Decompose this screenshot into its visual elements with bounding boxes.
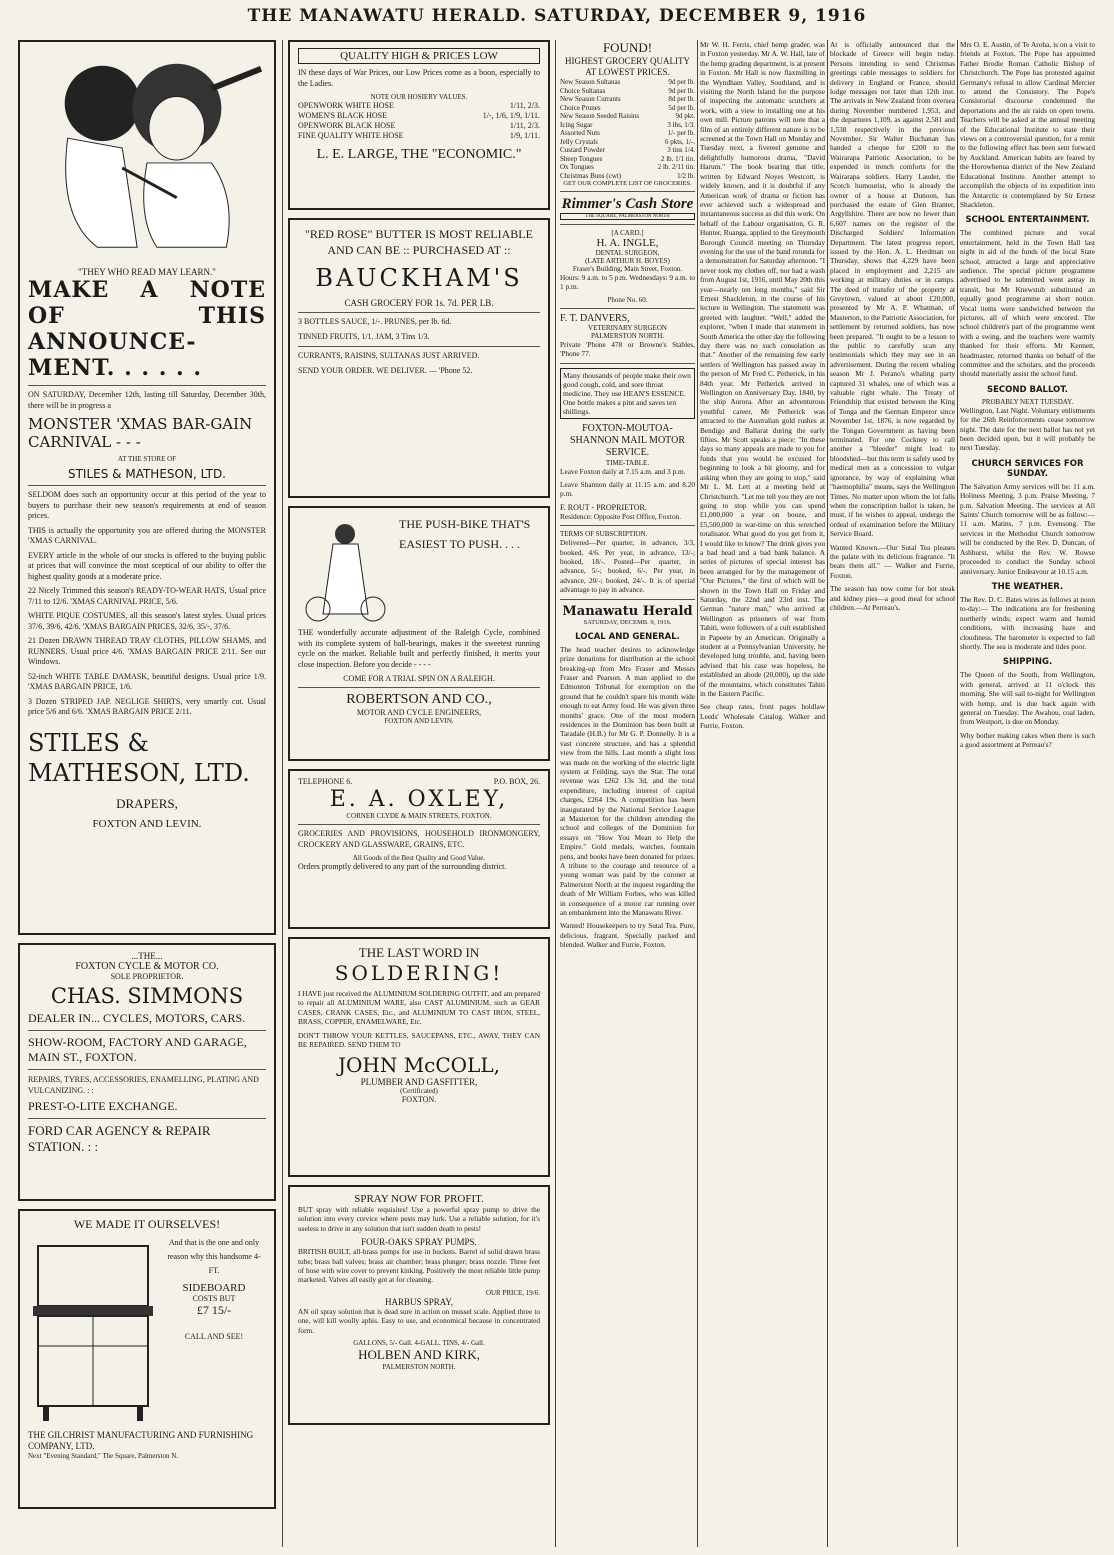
gilchrist-ad xyxy=(18,1209,276,1509)
body: GROCERIES AND PROVISIONS, HOUSEHOLD IRONMONGERY, CROCKERY AND GLASSWARE, GRAINS, ETC. xyxy=(298,829,540,849)
column-rule xyxy=(827,40,828,1547)
company: FOXTON CYCLE & MOTOR CO. xyxy=(75,961,219,972)
item: OPENWORK BLACK HOSE xyxy=(298,121,396,130)
holben-kirk-ad xyxy=(288,1185,550,1425)
price: 1/11, 2/3. xyxy=(509,101,540,110)
grocery-item: Icing Sugar xyxy=(560,120,593,129)
paragraph: THIS is actually the opportunity you are offered during the MONSTER 'XMAS CARNIVAL. xyxy=(28,525,266,545)
grocery-list xyxy=(560,78,695,180)
get-list: GET OUR COMPLETE LIST OF GROCERIES. xyxy=(563,180,692,187)
showroom: SHOW-ROOM, FACTORY AND GARAGE, MAIN ST., FOXTON. xyxy=(28,1035,247,1064)
grocery-item: New Season Currants xyxy=(560,95,621,103)
grocery-price: 1/- per lb. xyxy=(667,129,695,137)
telephone: TELEPHONE 6. xyxy=(298,777,353,786)
headline: THE LAST WORD IN xyxy=(358,945,480,960)
headline: THE PUSH-BIKE THAT'S EASIEST TO PUSH. . . . xyxy=(399,517,531,551)
column-1 xyxy=(18,40,276,1547)
body: THE wonderfully accurate adjustment of the Raleigh Cycle, combined with its complete system of ball-bearings, makes it the sweetest running cycle on the market. Reliable built and perfectly finished, it merits your close inspection. Before you decide - - - - xyxy=(298,628,540,669)
body: BUT spray with reliable requisites! Use a powerful spray pump to drive the solution into every crevice where pests may lurk. Use a reliable solution, for it's useless to drive in any solution that isn't sudden death to pests! xyxy=(298,1205,540,1233)
item: WOMEN'S BLACK HOSE xyxy=(298,111,387,120)
line: TINNED FRUITS, 1/1. JAM, 3 Tins 1/3. xyxy=(298,331,430,341)
grocery-price: 2 lb. 2/11 tin. xyxy=(657,163,695,171)
rimmer-logo: Rimmer's Cash Store xyxy=(561,196,694,212)
paragraph: SELDOM does such an opportunity occur at this period of the year to buyers to purchase their new season's requirements at end of season prices. xyxy=(28,490,266,520)
note: NOTE OUR HOSIERY VALUES. xyxy=(370,93,468,101)
ingle-late: (LATE ARTHUR H. BOYES) xyxy=(585,257,670,265)
headline: MAKE A NOTE OF THIS ANNOUNCE-MENT. . . . . . xyxy=(28,277,266,381)
church-heading: CHURCH SERVICES FOR SUNDAY. xyxy=(971,458,1084,479)
school-heading: SCHOOL ENTERTAINMENT. xyxy=(965,215,1090,226)
school-body: The combined picture and vocal entertainment, held in the Town Hall last night in aid of the funds of the local State school, attracted a large and appreciative audience. The special picture programme advertised to be submitted went astray in transit, but Mr Knewstub substituted an equally good programme at short notice. Vocal items were sandwiched between the pictures, all of which were encored. The school children's part of the programme went with a swing, and the teachers were warmly thanked for their efforts. Mr Kennett, headmaster, returned thanks on behalf of the committee and the scholars, and the proceeds should materially assist the school fund. xyxy=(960,228,1095,379)
timetable: TIME-TABLE. xyxy=(605,458,650,467)
quote: "THEY WHO READ MAY LEARN." xyxy=(78,267,216,277)
column-3 xyxy=(560,40,695,1547)
grocery-row xyxy=(560,146,695,155)
stiles-matheson-ad xyxy=(18,40,276,935)
body: IN these days of War Prices, our Low Prices come as a boon, especially to the Ladies. xyxy=(298,68,540,88)
sideboard-illustration xyxy=(28,1236,158,1426)
grocery-item: Choice Sultanas xyxy=(560,86,606,95)
sideboard: SIDEBOARD xyxy=(182,1282,246,1294)
foxton-cycle-ad xyxy=(18,943,276,1201)
grocery-item: Jelly Crystals xyxy=(560,137,598,146)
terms: Delivered—Per quarter, in advance, 3/3, booked, 4/6. Per year, in advance, 13/-; booked, 18/-. Posted—Per quarter, in advance, 5/-; booked, 6/-. Per year, in advance, 20/-; booked, 24/-. It is of special advantage to pay in advance. xyxy=(560,538,695,595)
news-body: At is officially announced that the blockade of Greece will begin today. Persons intending to send Christmas greetings cable messages to soldiers for delivery in England or France, should lodge messages not later than 12th inst. The arrivals in New Zealand from oversea during November numbered 1,953, and the departures 1,109, as against 2,581 and 1,538 respectively in the previous November. Sir Walter Buchanan has handed a cheque for £200 to the Wairarapa Patriotic Association, to be expended in trench comforts for the Wairarapa soldiers. Harry Lauder, the Scotch humourist, who is already the owner of a house at Dunoon, has purchased the estate of Glen Branter, Argyllshire. There are now no fewer than 6,607 names on the register of the Discharged Soldiers' Information Department. The latest progress report, issued by the Hon. A. L. Herdman on Thursday, shows that 4,229 have been placed in employment and 2,215 are working at military duties or in camps. The deed of transfer of the property at Greytown, valued at about £20,000, presented by Mr A. P. Whatman, of Masterton, to the Patriotic Association, for settlement by returned soldiers, has now been prepared. "It ought to be a lesson to the public to carefully scan any testimonials which they may see in an advertisement. During the recent whaling season Mr J. Perano's whaling party captured 31 whales, one of which was a valuable right whale. The Treaty of Friendship that existed between the King of Tonga and the German Emperor since November 1st, 1876, is now regarded by the Tongan Government as having been terminated. For one Cockney to call another a "bleeder" might lead to bloodshed—but this term is safely used by medical men as a concession to vulgar ignorance, by way of explaining what "haemophilia" means, says the Wellington Times. No matter upon whom the lot falls when the conscription ballot is taken, he must, if he wishes to appeal, undergo the ordeal of examination before the Military Service Board. xyxy=(830,40,955,539)
woman-with-bicycle-illustration xyxy=(298,514,393,624)
trade: MOTOR AND CYCLE ENGINEERS, xyxy=(356,708,482,717)
grocery-item: New Season Seeded Raisins xyxy=(560,112,640,120)
column-6 xyxy=(960,40,1095,1547)
name: E. A. OXLEY, xyxy=(329,787,509,812)
column-2 xyxy=(288,40,550,1547)
price: 1/-, 1/6, 1/9, 1/11. xyxy=(482,111,540,120)
proprietor-name: CHAS. SIMMONS xyxy=(50,984,244,1008)
prest-o-lite: PREST-O-LITE EXCHANGE. xyxy=(28,1099,178,1113)
grocery-row xyxy=(560,112,695,121)
danvers-place: PALMERSTON NORTH. xyxy=(590,331,665,340)
grocery-row xyxy=(560,78,695,87)
column-rule xyxy=(555,40,556,1547)
grocery-price: 3 lbs, 1/3. xyxy=(667,120,695,129)
trade: PLUMBER AND GASFITTER, xyxy=(360,1077,478,1088)
carnival: MONSTER 'XMAS BAR-GAIN CARNIVAL - - - xyxy=(28,415,253,451)
grocery-item: Sheep Tongues xyxy=(560,154,603,163)
column-4 xyxy=(700,40,825,1547)
line: SEND YOUR ORDER. WE DELIVER. — 'Phone 52. xyxy=(298,365,473,375)
local-body: The head teacher desires to acknowledge prize donations for distribution at the school breaking-up from Mrs Fraser and Messrs Fraser and Pearson. A man applied to the Edmonton Tribunal for exemption on the ground that he couldn't spare his month wide enough to eat Army food. He was given three months' grace. One of the most modern residences in the Dominion has been built at Taradale (H.B.) for Mr G. P. Donnelly. It is a vast concrete structure, and has a splendid view from the hills. Last month a slight loss was made on the working of the electric light system at Feilding, says the Star. The total revenue was £262 13s 3d, and the total expenditure, including interest of capital charges, £264 19s. A competition has been inaugurated by the National Service League at Masterton for the children attending the school and colleges of the Dominion for essays on "How You Mean to Help the Empire." Gold medals, watches, fountain pens, and books have been donated for prizes. A tribute to the courage and resource of a young woman was paid by the coroner at Palmerston North at the inquest regarding the death of Mr William Forbes, who was killed in consequence of a motor car running over an embankment into the Manawatu River. xyxy=(560,644,695,918)
grocery-row xyxy=(560,104,695,113)
grocery-row xyxy=(560,129,695,138)
at-store: AT THE STORE OF xyxy=(117,455,177,463)
sole-proprietor: SOLE PROPRIETOR. xyxy=(110,972,184,981)
church-body: The Salvation Army services will be: 11 a.m. Holiness Meeting, 3 p.m. Praise Meeting, 7 p.m. Salvation Meeting. The services at All Saints' Church tomorrow will be as follow:—11 a.m. Matins, 7 p.m. Evensong. The services in the Methodist Church tomorrow will be conducted by the Rev. D. Duncan, of Ashhurst, whilst the Rev. W. Rowse proceeded to conduct the Sunday school anniversary. Junior Endeavour at 10.15 a.m. xyxy=(960,481,1095,576)
price: 1/11, 2/3. xyxy=(509,121,540,130)
bottom-notice: Why bother making cakes when there is such a good assortment at Perreau's? xyxy=(960,730,1095,750)
quality: All Goods of the Best Quality and Good Value. xyxy=(352,854,486,862)
column-rule xyxy=(957,40,958,1547)
trial: COME FOR A TRIAL SPIN ON A RALEIGH. xyxy=(343,674,495,683)
wanted-known: Wanted Known.—Our Sutal Tea pleases the palate with its delicious fragrance. "It beats them all." — Walker and Furrie, Foxton. xyxy=(830,542,955,580)
costs: COSTS BUT xyxy=(192,1294,236,1303)
certificated: (Certificated) xyxy=(400,1087,438,1096)
line: CURRANTS, RAISINS, SULTANAS JUST ARRIVED. xyxy=(298,351,480,360)
card: [A CARD.] xyxy=(611,229,644,237)
column-rule xyxy=(282,40,283,1547)
list-item: 52-inch WHITE TABLE DAMASK, beautiful designs. Usual price 1/9. 'XMAS BARGAIN PRICE, 1/6. xyxy=(28,671,266,691)
large-economic-ad xyxy=(288,40,550,210)
grocery-price: 8d per lb. xyxy=(668,95,695,103)
headline: "RED ROSE" BUTTER IS MOST RELIABLE AND CAN BE :: PURCHASED AT :: xyxy=(305,227,533,257)
headline: SPRAY NOW FOR PROFIT. xyxy=(354,1193,484,1205)
list-item: 22 Nicely Trimmed this season's READY-TO-WEAR HATS, Usual price 7/11 to 12/6. 'XMAS CARNIVAL PRICE, 5/6. xyxy=(28,586,266,606)
ballot-body: Wellington, Last Night. Voluntary enlistments for the 26th Reinforcements cease tomorrow night. The date for the next ballot has not yet been decided upon, but it will probably be next Tuesday. xyxy=(960,405,1095,453)
place: FOXTON AND LEVIN. xyxy=(384,717,454,725)
grocery-row xyxy=(560,163,695,172)
ingle-trade: DENTAL SURGEON, xyxy=(595,249,660,257)
place: FOXTON. xyxy=(401,1095,437,1105)
weather-body: The Rev. D. C. Bates wires as follows at noon to-day:— The indications are for freshening northerly winds; expect warm and humid conditions, with increasing haze and cloudiness. The barometer is expected to fall shortly. The sea is moderate and tides poor. xyxy=(960,594,1095,651)
grocery-item: New Season Sultanas xyxy=(560,78,621,86)
grocery-price: 2 lb. 1/1 tin. xyxy=(660,154,695,163)
tea-notice: See cheap rates, front pages holdlaw Leeds' Wholesale Catalog. Walker and Furrie, Foxton. xyxy=(700,702,825,731)
list-item: 3 Dozen STRIPED JAP. NEGLIGE SHIRTS, very smartly cut. Usual price 5/6 and 6/6. 'XMAS BARGAIN PRICE 2/11. xyxy=(28,696,266,716)
leave-shannon: Leave Shannon daily at 11.15 a.m. and 8.20 p.m. xyxy=(560,480,695,499)
grocery-item: Ox Tongues xyxy=(560,163,594,171)
grocery-price: 6 pkts, 1/-. xyxy=(665,137,695,146)
headline: WE MADE IT OURSELVES! xyxy=(73,1217,221,1231)
robertson-ad xyxy=(288,506,550,761)
danvers-trade: VETERINARY SURGEON xyxy=(588,323,667,332)
column-rule xyxy=(697,40,698,1547)
price: 1/9, 1/11. xyxy=(509,131,540,140)
leave-foxton: Leave Foxton daily at 7.15 a.m. and 3 p.m. xyxy=(560,466,686,476)
name: JOHN McCOLL, xyxy=(337,1053,500,1078)
grocery-row xyxy=(560,155,695,164)
item: FINE QUALITY WHITE HOSE xyxy=(298,131,404,140)
gallons: GALLONS, 5/- Gall. 4-GALL. TINS, 4/- Gall. xyxy=(353,1339,485,1348)
dealer: DEALER IN... CYCLES, MOTORS, CARS. xyxy=(28,1011,246,1025)
body: I HAVE just received the ALUMINIUM SOLDERING OUTFIT, and am prepared to repair all ALUMINIUM WARE, also CAST ALUMINIUM, such as GEAR CASES, CRANK CASES, Etc., and ALUMINIUM TO CAST IRON, STEEL, BRASS, COPPER, ENAMELWARE, Etc. xyxy=(298,989,540,1027)
harbus-body: AN oil spray solution that is dead sure in action on mussel scale. Applied three to one, will kill woolly aphis. Easy to use, and economical because in concentrated form. xyxy=(298,1306,540,1335)
grocery-item: Assorted Nuts xyxy=(560,129,600,137)
grocery-item: Custard Powder xyxy=(560,146,605,154)
ballot-heading: SECOND BALLOT. xyxy=(986,384,1069,395)
place: FOXTON AND LEVIN. xyxy=(92,817,202,830)
terms-heading: TERMS OF SUBSCRIPTION. xyxy=(560,530,648,539)
firm: L. E. LARGE, THE "ECONOMIC." xyxy=(316,147,522,162)
danvers-phone: Private 'Phone 478 or Browne's Stables, 'Phone 77. xyxy=(560,339,695,359)
po-box: P.O. BOX, 26. xyxy=(493,777,540,786)
mccoll-ad xyxy=(288,937,550,1177)
grocery-price: 9d pkt. xyxy=(675,112,695,120)
bauckham-ad xyxy=(288,218,550,498)
shipping-body: The Queen of the South, from Wellington, with general, arrived at 11 o'clock this morning. She will sail to-night for Wellington with hemp, and is due back again with general on Tuesday. The Awahou, coal laden, from Westport, is due on Monday. xyxy=(960,670,1095,727)
local-heading: LOCAL AND GENERAL. xyxy=(575,631,680,642)
four-oaks: FOUR-OAKS SPRAY PUMPS. xyxy=(361,1237,477,1248)
body: And that is the one and only reason why this handsome 4-FT. xyxy=(167,1238,261,1275)
danvers: F. T. DANVERS, xyxy=(560,312,630,324)
repairs: REPAIRS, TYRES, ACCESSORIES, ENAMELLING, PLATING AND VULCANIZING. : : xyxy=(28,1075,259,1095)
rout: F. ROUT - PROPRIETOR. xyxy=(560,502,647,512)
price: £7 15/- xyxy=(196,1303,232,1317)
santa-girl-illustration xyxy=(28,48,266,263)
price: OUR PRICE, 19/6. xyxy=(485,1288,540,1297)
ford-agency: FORD CAR AGENCY & REPAIR STATION. : : xyxy=(28,1123,211,1154)
found: FOUND! xyxy=(602,40,653,55)
sub: CASH GROCERY FOR 1s. 7d. PER LB. xyxy=(344,298,494,308)
name: BAUCKHAM'S xyxy=(315,264,523,292)
heans-ad: Many thousands of people make their own good cough, cold, and sore throat medicine. They use HEAN'S ESSENCE. One bottle makes a pint and saves ten shillings. xyxy=(560,368,695,419)
ingle-building: Fraser's Building, Main Street, Foxton. xyxy=(572,265,683,273)
grocery-row xyxy=(560,138,695,147)
address: Next "Evening Standard," The Square, Palmerston N. xyxy=(28,1452,179,1460)
wanted: Wanted! Housekeepers to try Sutal Tea. Pure, delicious, fragrant. Specially packed and blended. Walker and Furrie, Foxton. xyxy=(560,921,695,950)
grocery-item: Christmas Buns (cwt) xyxy=(560,171,622,180)
harbus: HARBUS SPRAY, xyxy=(384,1296,454,1307)
ingle: H. A. INGLE, xyxy=(596,237,659,249)
ingle-hours: Hours: 9 a.m. to 5 p.m. Wednesdays: 9 a.m. to 1 p.m. xyxy=(560,273,695,292)
item: OPENWORK WHITE HOSE xyxy=(298,101,394,110)
ballot-sub: PROBABLY NEXT TUESDAY. xyxy=(981,397,1074,406)
firm: HOLBEN AND KIRK, xyxy=(358,1347,480,1363)
grocery-price: 9d per lb. xyxy=(668,86,695,95)
paragraph: EVERY article in the whole of our stocks is offered to the buying public at prices that will convince the most sceptical of our ability to offer the highest quality goods at a moderate price. xyxy=(28,550,266,581)
news-top: Mrs O. E. Austin, of Te Aroha, is on a visit to friends at Foxton. The Pope has appointed Father Brodie Roman Catholic Bishop of Christchurch. The Pope has protested against Germany's refusal to allow Cardinal Mercier to attend the Consistory. The Pope's Consistorial discourse condemned the deportations and the air raids on open towns. Teachers will be asked at the annual meeting of the Educational Institute to state their views on a controversial question, for a remit to the following effect has been sent forward by Auckland. American habits are feared by the Horowhenua district of the New Zealand Educational Institute. Another attempt to accomplish the objects of its expedition into the Antarctic is contemplated by Sir Ernest Shackleton. xyxy=(960,40,1095,209)
dont: DON'T THROW YOUR KETTLES, SAUCEPANS, ETC., AWAY, THEY CAN BE REPAIRED. SEND THEM TO xyxy=(298,1030,540,1050)
found-sub: HIGHEST GROCERY QUALITY AT LOWEST PRICES. xyxy=(565,56,690,77)
issue-date: SATURDAY, DECEMB. 9, 1916. xyxy=(583,618,672,626)
masthead: THE MANAWATU HERALD. SATURDAY, DECEMBER 9, 1916 xyxy=(247,6,867,26)
grocery-item: Choice Prunes xyxy=(560,103,601,112)
place: PALMERSTON NORTH. xyxy=(382,1363,456,1372)
oxley-ad xyxy=(288,769,550,929)
grocery-price: 1/2 lb. xyxy=(677,171,695,180)
rimmer-sub: THE SQUARE, PALMERSTON NORTH xyxy=(560,213,695,220)
rout-residence: Residence: Opposite Post Office, Foxton. xyxy=(560,511,682,521)
shipping-heading: SHIPPING. xyxy=(1002,657,1053,668)
ingle-phone: Phone No. 60. xyxy=(607,295,648,304)
word: SOLDERING! xyxy=(334,961,504,985)
firm-name: STILES & MATHESON, LTD. xyxy=(28,728,250,787)
british: BRITISH BUILT, all-brass pumps for use in buckets. Barrel of solid drawn brass tube; brass ball valves; brass air chamber; brass plunger; brass nozzle. Three feet of hose with wire cover to prevent kinking. Positively the most reliable little pump marketed. Valves all easily got at for cleaning. xyxy=(298,1247,540,1285)
weather-heading: THE WEATHER. xyxy=(991,581,1064,592)
grocery-row xyxy=(560,172,695,181)
column-5 xyxy=(830,40,955,1547)
paper-title: Manawatu Herald xyxy=(562,603,693,619)
line: 3 BOTTLES SAUCE, 1/-. PRUNES, per lb. 6d. xyxy=(298,317,452,326)
grocery-row xyxy=(560,121,695,130)
store-name: STILES & MATHESON, LTD. xyxy=(67,467,226,481)
list-item: WHITE PIQUE COSTUMES, all this season's latest styles. Usual prices 37/6, 39/6, 42/6. 'XMAS BARGAIN PRICES, 32/6, 35/-, 37/6. xyxy=(28,611,266,631)
grocery-price: 5d per lb. xyxy=(668,103,695,112)
the-label: ...THE... xyxy=(131,951,163,961)
list-item: 21 Dozen DRAWN THREAD TRAY CLOTHS, PILLOW SHAMS, and RUNNERS. Usual price 4/6. 'XMAS BARGAIN PRICE 2/11. See our Windows. xyxy=(28,636,266,666)
news-body: Mr W. H. Ferris, chief hemp grader, was in Foxton yesterday. Mr A. W. Hall, late of the hemp grading department, is at present in Foxton. Mr Hall is now flaxmilling in the Wyndham Valley, Southland, and is visiting the North Island for the purpose of inspecting the automatic scutchers at work, with a view to installing one at his own mill. Picture patrons will note that a film of an entirely different nature is to be screened at the Town Hall on Monday and Tuesday next, a fivereel genuine and delightfully humorous drama, "David Harum." The book bearing that title, written by Edward Noyes Westcott, is widely known, and it is doubtful if any American work of drama or fiction has ever achieved such a widespread and instantaneous success as did this work. On behalf of the Labour organisation, G. R. Hunter, Ruanga, applied to the Greymouth Borough Council meeting on Thursday evening for the use of the band rotunda for a demonstration for Saturday afternoon. "I never took my clothes off, nor had a wash from August 1st, 1916, until May 20th this year—nearly ten long months," said Sir Ernest Shackleton, in the course of his lecture in Wellington. The statement was greeted with laughter. "Well," added the explorer, "when I made that statement in South America the other day the following day there was no such consolation as that." Another of the remaining few early settlers of Wellington has passed away in the person of Mr Fred C. Petherick, in his 84th year. Mr Petherick arrived in Wellington on Anniversary Day, 1840, by the ship Aurora. After an adventurous youthful career, Mr Petherick was attracted to the Australian gold rushes at Bendigo and Ballarat during the early fifties. Mr Scott speaks a piece: "In these days so many appeals are made to you for funds that you would be excused for beginning to look a bit gloomy, and for asking when they are going to stop," said Mr L. M. Lett at a meeting held at Christchurch. "Let me tell you they are not going to stop while you can spend £1,000,000 a year on booze, and £5,500,000 in war-time on this wretched totalisator. What good do you get from it, I would like to know? The drink gives you a bad head and a bad bank balance. A series of pictures of special interest has been arranged for by the management of "Our Pictures," the first of which will be shown in the Town Hall on Friday and Saturday, the 22nd and 23rd inst. The German "nature man," who arrived at Wellington as prisoners of war from Tahiti, were followers of a cult established in Papeete by an American. Originally a student at a Pennsylvanian University, he developed lung trouble, and, having been advised that his case was hopeless, he established an abode (20,000), up the side of the mountains, which constitutes Tahiti in the Eastern Pacific. xyxy=(700,40,825,699)
call: CALL AND SEE! xyxy=(184,1332,244,1341)
orders: Orders promptly delivered to any part of the surrounding district. xyxy=(298,862,507,871)
season-notice: The season has now come for hot steak and kidney pies—a good meal for school children.—At Perreau's. xyxy=(830,584,955,612)
firm: THE GILCHRIST MANUFACTURING AND FURNISHING COMPANY, LTD. xyxy=(28,1430,254,1451)
headline: QUALITY HIGH & PRICES LOW xyxy=(298,48,540,64)
grocery-row xyxy=(560,95,695,104)
grocery-price: 3 tins 1/4. xyxy=(667,146,695,154)
intro: ON SATURDAY, December 12th, lasting till Saturday, December 30th, there will be in progress a xyxy=(28,390,266,410)
firm: ROBERTSON AND CO., xyxy=(346,692,492,707)
grocery-price: 9d per lb. xyxy=(668,78,695,86)
grocery-row xyxy=(560,87,695,96)
mail-service: FOXTON-MOUTOA-SHANNON MAIL MOTOR SERVICE. xyxy=(569,422,685,458)
trade: DRAPERS, xyxy=(116,795,178,811)
address: CORNER CLYDE & MAIN STREETS, FOXTON. xyxy=(346,812,492,820)
